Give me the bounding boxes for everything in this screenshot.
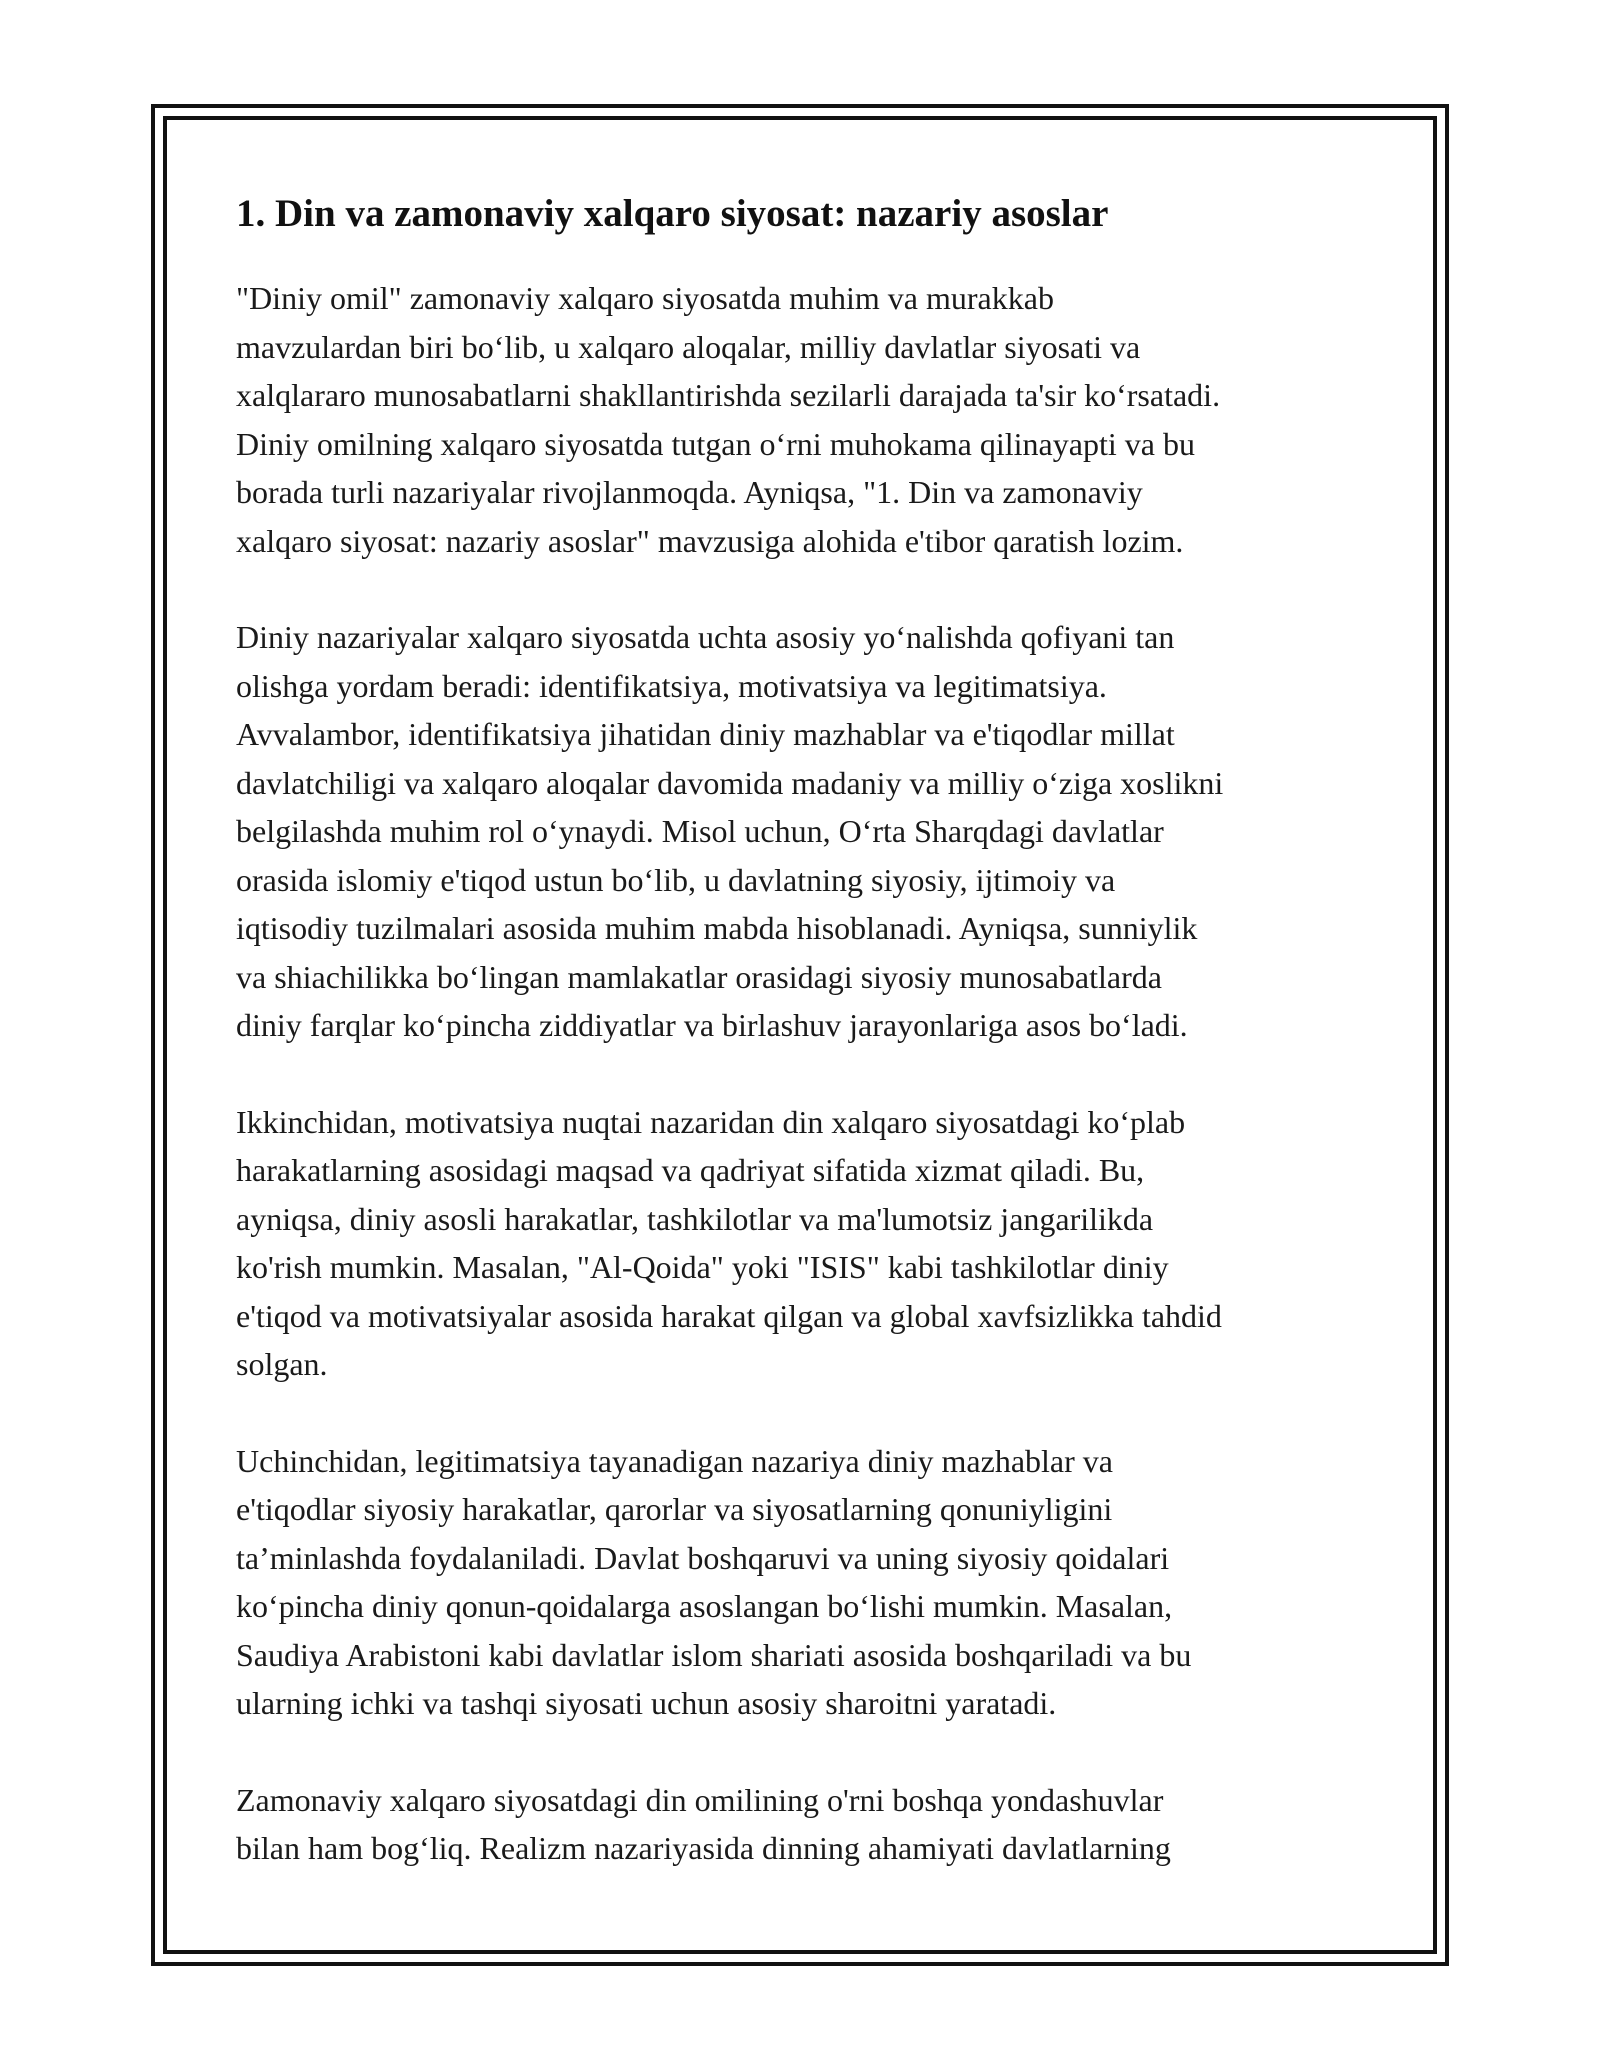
paragraph-2: Diniy nazariyalar xalqaro siyosatda uchta asosiy yo‘nalishda qofiyani tan olishga yordam beradi: identifikatsiya, motivatsiya va legitimatsiya. Avvalambor, identifikatsiya jihatidan diniy mazhablar va e'tiqodlar millat davlatchiligi va xalqaro aloqalar davomida madaniy va milliy o‘ziga xoslikni belgilashda muhim rol o‘ynaydi. Misol uchun, O‘rta Sharqdagi davlatlar orasida islomiy e'tiqod ustun bo‘lib, u davlatning siyosiy, ijtimoiy va iqtisodiy tuzilmalari asosida muhim mabda hisoblanadi. Ayniqsa, sunniylik va shiachilikka bo‘lingan mamlakatlar orasidagi siyosiy munosabatlarda diniy farqlar ko‘pincha ziddiyatlar va birlashuv jarayonlariga asos bo‘ladi. [236, 619, 1224, 1043]
section-heading: 1. Din va zamonaviy xalqaro siyosat: nazariy asoslar [236, 192, 1109, 235]
paragraph-4: Uchinchidan, legitimatsiya tayanadigan nazariya diniy mazhablar va e'tiqodlar siyosiy harakatlar, qarorlar va siyosatlarning qonuniyligini ta’minlashda foydalaniladi. Davlat boshqaruvi va uning siyosiy qoidalari ko‘pincha diniy qonun-qoidalarga asoslangan bo‘lishi mumkin. Masalan, Saudiya Arabistoni kabi davlatlar islom shariati asosida boshqariladi va bu ularning ichki va tashqi siyosati uchun asosiy sharoitni yaratadi. [236, 1442, 1192, 1721]
paragraph-5: Zamonaviy xalqaro siyosatdagi din omilining o'rni boshqa yondashuvlar bilan ham bog‘liq. Realizm nazariyasida dinning ahamiyati davlatlarning [236, 1781, 1171, 1866]
paragraph-3: Ikkinchidan, motivatsiya nuqtai nazaridan din xalqaro siyosatdagi ko‘plab harakatlarning asosidagi maqsad va qadriyat sifatida xizmat qiladi. Bu, ayniqsa, diniy asosli harakatlar, tashkilotlar va ma'lumotsiz jangarilikda ko'rish mumkin. Masalan, "Al-Qoida" yoki "ISIS" kabi tashkilotlar diniy e'tiqod va motivatsiyalar asosida harakat qilgan va global xavfsizlikka tahdid solgan. [236, 1103, 1222, 1382]
document-body [236, 186, 1386, 1921]
paragraph-1: "Diniy omil" zamonaviy xalqaro siyosatda muhim va murakkab mavzulardan biri bo‘lib, u xalqaro aloqalar, milliy davlatlar siyosati va xalqlararo munosabatlarni shakllantirishda sezilarli darajada ta'sir ko‘rsatadi. Diniy omilning xalqaro siyosatda tutgan o‘rni muhokama qilinayapti va bu borada turli nazariyalar rivojlanmoqda. Ayniqsa, "1. Din va zamonaviy xalqaro siyosat: nazariy asoslar" mavzusiga alohida e'tibor qaratish lozim. [236, 280, 1221, 559]
